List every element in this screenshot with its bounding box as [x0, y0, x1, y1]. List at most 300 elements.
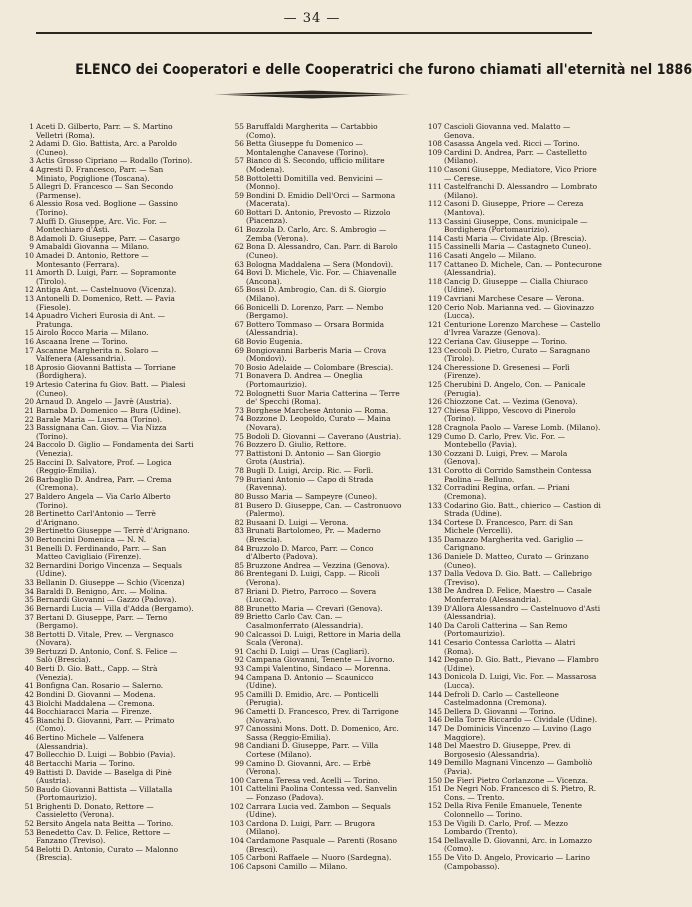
entry-number: 41: [24, 681, 34, 691]
entry-number: 42: [24, 689, 34, 699]
entry-number: 46: [24, 733, 34, 743]
entry-text: Bruzzone Andrea — Vezzina (Genova).: [246, 560, 390, 570]
entry-number: 145: [427, 706, 442, 716]
entry-number: 94: [234, 672, 244, 682]
entry-number: 116: [427, 251, 442, 261]
entry-text: Bocchiaracci Maria — Firenze.: [36, 707, 152, 717]
entry-number: 50: [24, 784, 34, 794]
entry-number: 141: [427, 638, 442, 647]
entry-number: 103: [229, 818, 244, 828]
list-entry: [420, 639, 602, 656]
entry-text: Bellanin D. Giuseppe — Schio (Vicenza): [36, 577, 185, 587]
entry-text: Campana D. Antonio — Scaunicco (Udine).: [246, 672, 374, 691]
entry-number: 130: [427, 448, 442, 458]
entry-number: 21: [24, 405, 34, 415]
entry-text: Cancig D. Giuseppe — Cialla Chiuraco (Udine).: [444, 276, 588, 295]
list-entry: [12, 459, 194, 476]
entry-text: Casoni Giuseppe, Mediatore, Vico Priore — Cerese.: [444, 165, 597, 183]
list-entry: [222, 415, 404, 432]
entry-number: 152: [427, 801, 442, 811]
page-title: ELENCO dei Cooperatori e delle Cooperatrici che furono chiamati all'eternità nel 1886: [75, 62, 692, 78]
entry-number: 87: [234, 586, 244, 596]
entry-text: Canossini Mons. Dott. D. Domenico, Arc. Sassa (Reggio-Emilia).: [246, 724, 399, 742]
entry-number: 61: [234, 225, 244, 235]
entry-number: 13: [24, 294, 34, 304]
list-entry: [222, 725, 404, 742]
entry-text: Ascanne Margherita n. Solaro — Valfenera (Alessandria).: [36, 345, 159, 364]
entry-text: Cattelini Paolina Contessa ved. Sanvelin — Fonzaso (Padova).: [246, 784, 398, 802]
entry-text: Actis Grosso Cipriano — Rodallo (Torino).: [36, 156, 193, 166]
list-entry: [12, 381, 194, 398]
entry-text: Biolchi Maddalena — Cremona.: [36, 698, 155, 708]
entry-number: 93: [234, 664, 244, 674]
entry-number: 114: [427, 233, 442, 243]
entry-text: Chiesa Filippo, Vescovo di Pinerolo (Torino).: [444, 405, 576, 424]
list-entry: [420, 837, 602, 854]
entry-text: Artesio Caterina fu Giov. Batt. — Pialesi (Cuneo).: [36, 380, 186, 398]
list-entry: [420, 759, 602, 776]
entry-text: Busero D. Giuseppe, Can. — Castronuovo (Palermo).: [246, 500, 402, 519]
list-entry: [222, 863, 404, 872]
list-entry: [12, 269, 194, 286]
entry-number: 120: [427, 302, 442, 312]
entry-text: Casti Maria — Cividate Alp. (Brescia).: [444, 233, 587, 243]
entry-text: Bossi D. Ambrogio, Can. di S. Giorgio (Milano).: [246, 285, 387, 303]
entry-text: Bottero Tommaso — Orsara Bormida (Alessandria).: [246, 319, 385, 338]
entry-number: 10: [24, 251, 34, 261]
list-entry: [12, 648, 194, 665]
entry-number: 82: [234, 517, 244, 527]
entry-text: Bertani D. Giuseppe, Parr. — Terno (Bergamo).: [36, 612, 168, 631]
list-entry: [12, 140, 194, 157]
entry-number: 104: [229, 835, 244, 845]
list-entry: [420, 742, 602, 759]
entry-number: 129: [427, 431, 442, 441]
list-entry: [222, 631, 404, 648]
entry-number: 88: [234, 603, 244, 613]
entry-text: Castelfranchi D. Alessandro — Lombrato (Milano).: [444, 182, 598, 200]
entry-number: 118: [427, 276, 442, 286]
list-entry: [222, 545, 404, 562]
entry-number: 33: [24, 577, 34, 587]
entry-text: Borghese Marchese Antonio — Roma.: [246, 405, 389, 415]
list-entry: [420, 321, 602, 338]
list-entry: [420, 123, 602, 140]
entry-text: Bernardi Giovanni — Gazzo (Padova).: [36, 595, 177, 605]
entry-text: Centurione Lorenzo Marchese — Castello d'Ivrea Varazze (Genova).: [444, 319, 601, 338]
entry-text: Brietto Carlo Cav. Can. — Casalmonferrato (Alessandria).: [246, 612, 364, 630]
entry-number: 80: [234, 491, 244, 501]
entry-text: Bertoncini Domenica — N. N.: [36, 534, 147, 544]
list-entry: [222, 820, 404, 837]
entry-text: Bozzola D. Carlo, Arc. S. Ambrogio — Zemba (Verona).: [246, 225, 387, 243]
entry-number: 38: [24, 629, 34, 639]
entry-number: 29: [24, 526, 34, 536]
entry-number: 155: [427, 852, 442, 862]
list-entry: [12, 786, 194, 803]
entry-text: Baraldi D. Benigno, Arc. — Molina.: [36, 586, 168, 596]
entry-text: Damazzo Margherita ved. Gariglio — Carignano.: [444, 534, 584, 553]
column-1: [12, 123, 194, 863]
entry-number: 20: [24, 397, 34, 407]
list-entry: [12, 717, 194, 734]
entry-number: 105: [229, 853, 244, 863]
list-entry: [12, 183, 194, 200]
entry-text: Cozzani D. Luigi, Prev. — Marola (Genova).: [444, 448, 568, 467]
list-entry: [12, 424, 194, 441]
entry-text: Carrara Lucia ved. Zambon — Sequals (Udine).: [246, 801, 391, 820]
title-ornament: [214, 90, 410, 99]
entry-number: 124: [427, 362, 442, 372]
entry-text: Casati Angelo — Milano.: [444, 251, 537, 261]
entry-number: 140: [427, 620, 442, 630]
entry-text: Bovi D. Michele, Vic. For. — Chiavenalle (Ancona).: [246, 268, 397, 286]
list-entry: [222, 837, 404, 854]
entry-text: Bianco di S. Secondo, ufficio militare (Modena).: [246, 156, 385, 174]
entry-text: Della Riva Fenile Emanuele, Tenente Colonnello — Torino.: [444, 801, 583, 819]
entry-text: Casoni D. Giuseppe, Priore — Cereza (Mantova).: [444, 199, 584, 217]
entry-number: 63: [234, 259, 244, 269]
entry-text: Barale Maria — Luserna (Torino).: [36, 414, 163, 424]
entry-text: Alessio Rosa ved. Boglione — Gassino (Torino).: [36, 199, 178, 217]
entry-number: 79: [234, 474, 244, 484]
entry-text: Bosio Adelaide — Colombare (Brescia).: [246, 362, 394, 372]
entry-number: 75: [234, 431, 244, 441]
entry-number: 55: [234, 122, 244, 131]
entry-text: Belotti D. Antonio, Curato — Malonno (Brescia).: [36, 844, 179, 863]
entry-text: Briani D. Pietro, Parroco — Sovera (Lucca).: [246, 586, 377, 605]
list-entry: [12, 614, 194, 631]
list-entry: [420, 725, 602, 742]
entry-number: 149: [427, 758, 442, 768]
entry-number: 154: [427, 835, 442, 845]
entry-text: Buriani Antonio — Capo di Strada (Ravenna).: [246, 474, 374, 493]
list-entry: [222, 243, 404, 260]
entry-number: 91: [234, 646, 244, 656]
entry-text: Cortese D. Francesco, Parr. di San Michele (Vercelli).: [444, 517, 573, 536]
entry-number: 121: [427, 319, 442, 329]
list-entry: [222, 674, 404, 691]
list-entry: [222, 785, 404, 802]
list-entry: [12, 200, 194, 217]
entry-number: 136: [427, 552, 442, 562]
entry-number: 65: [234, 285, 244, 295]
entry-number: 54: [24, 844, 34, 854]
entry-text: Bianchi D. Giovanni, Parr. — Primato (Como).: [36, 715, 175, 734]
entry-text: Carboni Raffaele — Nuoro (Sardegna).: [246, 853, 392, 863]
entries-columns: [12, 123, 610, 903]
list-entry: [12, 846, 194, 863]
entry-number: 108: [427, 139, 442, 149]
entry-number: 17: [24, 345, 34, 355]
list-entry: [12, 295, 194, 312]
entry-text: Bondini D. Giovanni — Modena.: [36, 689, 156, 699]
entry-text: Cavriani Marchese Cesare — Verona.: [444, 294, 585, 304]
list-entry: [222, 803, 404, 820]
entry-number: 25: [24, 457, 34, 467]
entry-number: 127: [427, 405, 442, 415]
entry-text: Cardona D. Luigi, Parr. — Brugora (Milano).: [246, 818, 376, 837]
entry-text: Baldero Angela — Via Carlo Alberto (Torino).: [36, 491, 171, 510]
list-entry: [420, 218, 602, 235]
entry-text: De Vigili D. Carlo, Prof. — Mezzo Lombardo (Trento).: [444, 818, 568, 837]
entry-text: Baccini D. Salvatore, Prof. — Logica (Reggio-Emilia).: [36, 457, 172, 476]
entry-text: Dellera D. Giovanni — Torino.: [444, 706, 556, 716]
list-entry: [222, 140, 404, 157]
list-entry: [12, 510, 194, 527]
entry-text: Cattaneo D. Michele, Can. — Pontecurone (Alessandria).: [444, 259, 602, 278]
list-entry: [222, 708, 404, 725]
entry-number: 138: [427, 586, 442, 596]
entry-number: 134: [427, 517, 442, 527]
list-entry: [420, 673, 602, 690]
entry-number: 77: [234, 448, 244, 458]
entry-number: 135: [427, 534, 442, 544]
list-entry: [420, 261, 602, 278]
entry-text: Allegri D. Francesco — San Secondo (Parmense).: [36, 182, 174, 200]
entry-text: Degano D. Gio. Batt., Pievano — Flambro (Udine).: [444, 655, 599, 673]
list-entry: [12, 829, 194, 846]
entry-number: 16: [24, 337, 34, 347]
entry-text: Camino D. Giovanni, Arc. — Erbè (Verona).: [246, 758, 371, 777]
entry-number: 71: [234, 371, 244, 381]
entry-text: Bertinetto Giuseppe — Terrè d'Arignano.: [36, 526, 190, 536]
entry-text: Cumo D. Carlo, Prev. Vic. For. — Montebello (Pavia).: [444, 431, 565, 450]
entry-text: Bertotti D. Vitale, Prev. — Vergnasco (Novara).: [36, 629, 174, 648]
entry-number: 62: [234, 242, 244, 252]
entry-text: Bertacchi Maria — Torino.: [36, 758, 135, 768]
entry-number: 137: [427, 569, 442, 579]
entry-text: Calcassoi D. Luigi, Rettore in Maria della Scala (Verona).: [246, 629, 401, 648]
entry-number: 109: [427, 147, 442, 157]
list-entry: [420, 467, 602, 484]
list-entry: [222, 372, 404, 389]
entry-text: Bonavera D. Andrea — Oneglia (Portomaurizio).: [246, 371, 363, 389]
list-entry: [222, 588, 404, 605]
entry-text: Aceti D. Gilberto, Parr. — S. Martino Velletri (Roma).: [36, 122, 173, 140]
entry-text: Bovio Eugenia.: [246, 336, 303, 346]
list-entry: [420, 484, 602, 501]
entry-number: 151: [427, 784, 442, 794]
entry-text: Aprosio Giovanni Battista — Torriane (Bordighera).: [36, 362, 176, 381]
entry-text: Bolognetti Suor Maria Catterina — Terre de' Specchi (Roma).: [246, 388, 400, 407]
entry-number: 119: [427, 294, 442, 304]
entry-text: Busaani D. Luigi — Verona.: [246, 517, 349, 527]
list-entry: [222, 157, 404, 174]
entry-text: Antiga Ant. — Castelnuovo (Vicenza).: [36, 285, 177, 295]
entry-number: 18: [24, 362, 34, 372]
entry-text: Antonelli D. Domenico, Rett. — Pavia (Fiesole).: [36, 294, 175, 312]
entry-number: 22: [24, 414, 34, 424]
entry-text: Adamoli D. Giuseppe, Parr. — Casargo: [36, 233, 180, 243]
entry-number: 7: [29, 216, 34, 226]
list-entry: [420, 347, 602, 364]
entry-number: 5: [29, 182, 34, 192]
entry-text: D'Allora Alessandro — Castelnuovo d'Asti (Alessandria).: [444, 603, 601, 622]
entry-text: Bertuzzi D. Antonio, Conf. S. Felice — Salò (Brescia).: [36, 646, 178, 665]
entry-text: Barbaglio D. Andrea, Parr. — Crema (Cremona).: [36, 474, 172, 493]
entry-number: 100: [229, 775, 244, 785]
entry-text: Cherubini D. Angelo, Con. — Panicale (Perugia).: [444, 380, 586, 398]
entry-number: 11: [24, 268, 34, 278]
entry-number: 111: [427, 182, 442, 192]
entry-number: 67: [234, 319, 244, 329]
list-entry: [12, 493, 194, 510]
entry-number: 132: [427, 483, 442, 493]
entry-number: 113: [427, 216, 442, 226]
entry-number: 1: [29, 122, 34, 131]
entry-number: 31: [24, 543, 34, 553]
list-entry: [222, 123, 404, 140]
entry-text: Berti D. Gio. Batt., Capp. — Strà (Venezia).: [36, 664, 158, 682]
list-entry: [12, 803, 194, 820]
entry-text: Bologna Maddalena — Sera (Mondovì).: [246, 259, 394, 269]
entry-text: Apuadro Vicheri Eurosia di Ant. — Pratunga.: [36, 311, 166, 329]
entry-number: 8: [29, 233, 34, 243]
entry-text: Airolo Rocco Maria — Milano.: [36, 328, 149, 338]
entry-text: Cardamone Pasquale — Parenti (Rosano (Bresci).: [246, 835, 397, 854]
list-entry: [222, 527, 404, 544]
entry-number: 2: [29, 139, 34, 149]
entry-number: 23: [24, 423, 34, 433]
list-entry: [12, 123, 194, 140]
entry-text: Bottoletti Domitilla ved. Benvicini — (Monno).: [246, 173, 383, 192]
list-entry: [420, 304, 602, 321]
list-entry: [420, 433, 602, 450]
entry-text: Agresti D. Francesco, Parr. — San Miniato, Pogiglione (Toscana).: [36, 165, 164, 183]
entry-text: Bassignana Can. Giov. — Via Nizza (Torino).: [36, 423, 167, 441]
entry-number: 19: [24, 380, 34, 390]
entry-text: Carena Teresa ved. Acelli — Torino.: [246, 775, 380, 785]
list-entry: [420, 536, 602, 553]
entry-text: Da Caroli Catterina — San Remo (Portomaurizio).: [444, 620, 568, 639]
list-entry: [222, 390, 404, 407]
entry-text: Bongiovanni Barberis Maria — Crova (Mondovì).: [246, 345, 387, 364]
entry-text: Bonfigna Can. Rosario — Salerno.: [36, 681, 164, 691]
entry-number: 40: [24, 664, 34, 674]
entry-text: Bertino Michele — Valfenera (Alessandria).: [36, 733, 144, 751]
header-rule: [36, 32, 592, 34]
entry-number: 98: [234, 741, 244, 751]
entry-text: Cametti D. Francesco, Prev. di Tarrigone (Novara).: [246, 707, 399, 725]
entry-text: Ceriana Cav. Giuseppe — Torino.: [444, 337, 568, 347]
entry-text: Amorth D. Luigi, Parr. — Sopramonte (Tirolo).: [36, 268, 177, 286]
entry-number: 32: [24, 560, 34, 570]
list-entry: [222, 613, 404, 630]
list-entry: [222, 691, 404, 708]
list-entry: [420, 622, 602, 639]
entry-text: Corotto di Corrido Samsthein Contessa Paolina — Belluno.: [444, 466, 592, 484]
list-entry: [222, 760, 404, 777]
list-entry: [420, 605, 602, 622]
list-entry: [12, 252, 194, 269]
entry-text: Brunati Bartolomeo, Pr. — Maderno (Brescia).: [246, 526, 381, 544]
entry-number: 34: [24, 586, 34, 596]
list-entry: [420, 570, 602, 587]
entry-text: Baudo Giovanni Battista — Villatalla (Portomaurizio).: [36, 784, 173, 803]
list-entry: [420, 364, 602, 381]
entry-text: Campana Giovanni, Tenente — Livorno.: [246, 655, 395, 665]
entry-text: Aluffi D. Giuseppe, Arc. Vic. For. — Montechiaro d'Asti.: [36, 216, 167, 235]
entry-text: Bertinetto Carl'Antonio — Terrè d'Arignano.: [36, 509, 156, 527]
entry-text: Dellavalle D. Giovanni, Arc. in Lomazzo (Como).: [444, 835, 592, 854]
entry-text: Battisti D. Davide — Baselga di Pinè (Austria).: [36, 767, 172, 786]
entry-text: Ceccoli D. Pietro, Curato — Saragnano (Tirolo).: [444, 345, 590, 364]
list-entry: [12, 631, 194, 648]
entry-number: 68: [234, 336, 244, 346]
list-entry: [12, 545, 194, 562]
list-entry: [222, 304, 404, 321]
entry-number: 73: [234, 405, 244, 415]
entry-text: Battistoni D. Antonio — San Giorgio Grota (Austria).: [246, 448, 381, 467]
entry-text: Cheressione D. Gresenesi — Forlì (Firenze).: [444, 362, 570, 381]
entry-text: Cragnola Paolo — Varese Lomb. (Milano).: [444, 423, 601, 433]
list-entry: [420, 691, 602, 708]
list-entry: [420, 502, 602, 519]
list-entry: [420, 149, 602, 166]
entry-text: Bugli D. Luigi, Arcip. Ric. — Forlì.: [246, 466, 374, 476]
list-entry: [12, 364, 194, 381]
entry-number: 70: [234, 362, 244, 372]
entry-number: 60: [234, 207, 244, 217]
entry-number: 30: [24, 534, 34, 544]
entry-number: 44: [24, 707, 34, 717]
entry-text: Bona D. Alessandro, Can. Parr. di Barolo (Cuneo).: [246, 242, 398, 260]
entry-text: Brunetto Maria — Crevari (Genova).: [246, 603, 383, 613]
entry-text: Candiani D. Giuseppe, Parr. — Villa Cortese (Milano).: [246, 741, 379, 759]
entry-number: 53: [24, 827, 34, 837]
entry-number: 27: [24, 491, 34, 501]
entry-text: Bondini D. Emidio Dell'Orci — Sarmona (Macerata).: [246, 190, 396, 209]
list-entry: [420, 278, 602, 295]
entry-text: Brentegani D. Luigi, Capp. — Ricoli (Verona).: [246, 569, 380, 587]
entry-text: Baruffaldi Margherita — Cartabbio (Como).: [246, 122, 378, 140]
entry-text: Cassini Giuseppe, Cons. municipale — Bordighera (Portomaurizio).: [444, 216, 588, 235]
entry-text: De Fieri Pietro Corlanzone — Vicenza.: [444, 775, 588, 785]
entry-text: Bollecchio D. Luigi — Bobbio (Pavia).: [36, 750, 176, 760]
entry-number: 115: [427, 242, 442, 252]
list-entry: [420, 785, 602, 802]
entry-text: Amabaldi Giovanna — Milano.: [36, 242, 150, 252]
entry-number: 14: [24, 311, 34, 321]
entry-number: 101: [229, 784, 244, 794]
entry-number: 148: [427, 741, 442, 751]
entry-text: De Negri Nob. Francesco di S. Pietro, R. Cons. — Trento.: [444, 784, 597, 802]
entry-number: 51: [24, 801, 34, 811]
entry-text: Donicola D. Luigi, Vic. For. — Massarosa (Lucca).: [444, 672, 597, 690]
list-entry: [12, 476, 194, 493]
entry-text: Del Maestro D. Giuseppe, Prev. di Borgosesio (Alessandria).: [444, 741, 571, 759]
list-entry: [222, 570, 404, 587]
entry-number: 95: [234, 689, 244, 699]
entry-number: 49: [24, 767, 34, 777]
entry-number: 83: [234, 526, 244, 536]
column-2: [222, 123, 404, 871]
entry-text: Bernardini Dorigo Vincenza — Sequals (Udine).: [36, 560, 182, 579]
list-entry: [420, 587, 602, 604]
entry-text: Adami D. Gio. Battista, Arc. a Paroldo (Cuneo).: [36, 139, 177, 157]
list-entry: [222, 476, 404, 493]
entry-number: 84: [234, 543, 244, 553]
entry-number: 89: [234, 612, 244, 622]
entry-number: 47: [24, 750, 34, 760]
entry-number: 56: [234, 139, 244, 149]
list-entry: [420, 820, 602, 837]
list-entry: [12, 441, 194, 458]
entry-text: Bodoli D. Giovanni — Caverano (Austria).: [246, 431, 402, 441]
entry-number: 102: [229, 801, 244, 811]
entry-number: 59: [234, 190, 244, 200]
